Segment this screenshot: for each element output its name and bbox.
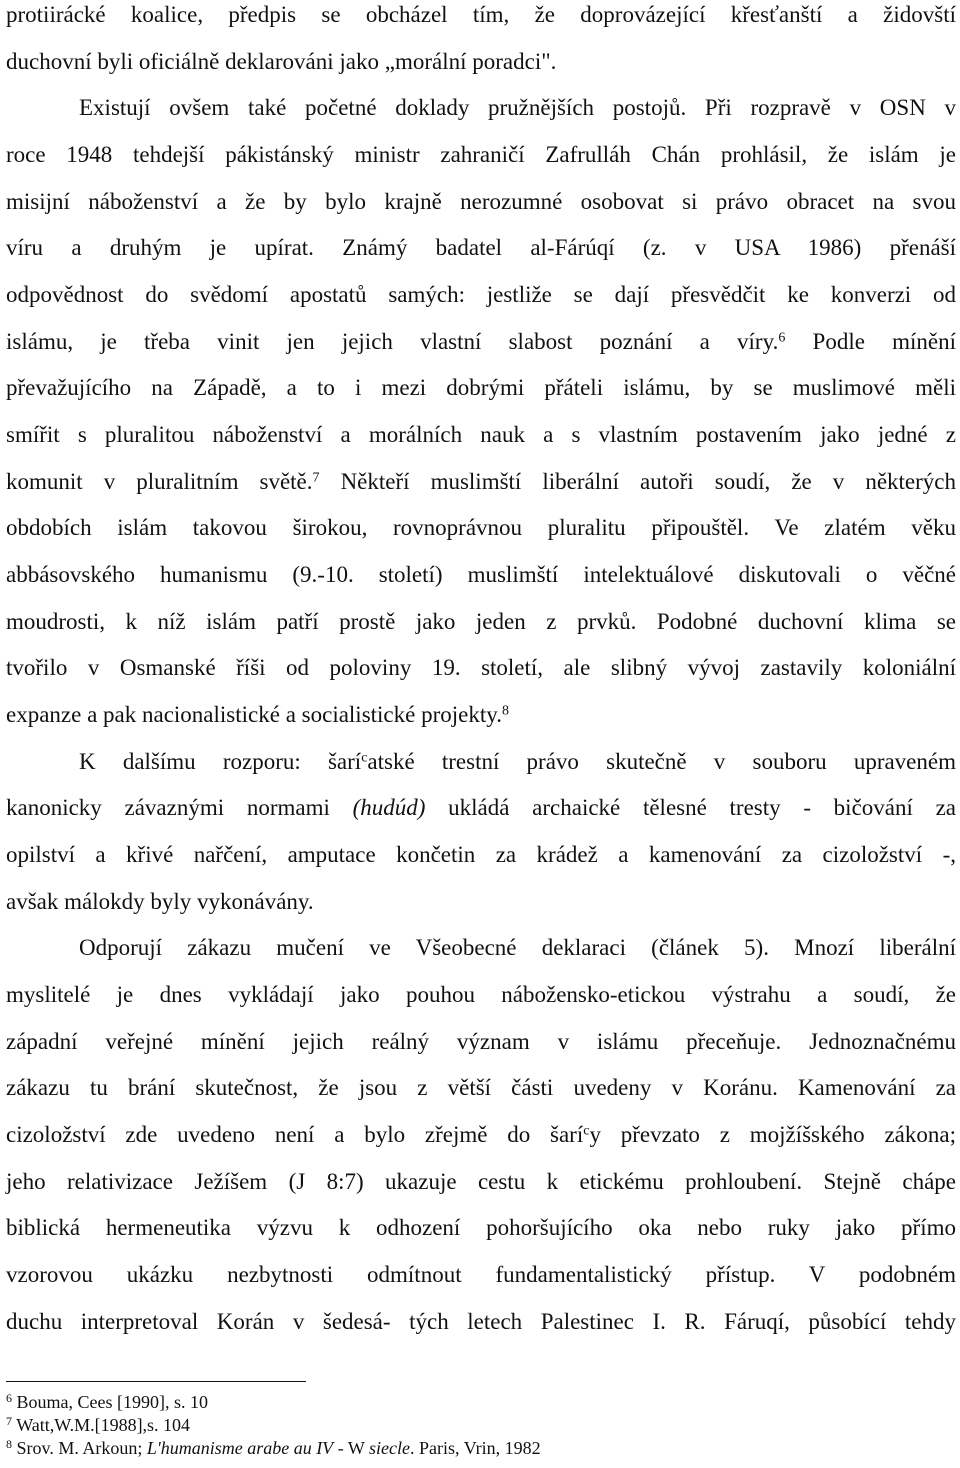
footnote-separator	[6, 1381, 306, 1382]
text-line-1: protiirácké koalice, předpis se obcházel tím, že doprovázející křesťanští a židovští	[6, 2, 956, 27]
text-line-5: misijní náboženství a že by bylo krajně nerozumné osobovat si právo obracet na svou	[6, 189, 956, 214]
superscript-c: c	[361, 750, 368, 766]
footnote-7: $^7$ Watt,W.M.[1988],s. 104	[6, 1414, 191, 1435]
text-line-25: cizoložství zde uvedeno není a bylo zřejmě do šarí$^c$y převzato z mojžíšského zákona;	[6, 1122, 956, 1147]
text-line-24: zákazu tu brání skutečnost, že jsou z větší části uvedeny v Koránu. Kamenování za	[6, 1075, 956, 1100]
text-line-19: opilství a křivé nařčení, amputace končetin za krádež a kamenování za cizoložství -,	[6, 842, 956, 867]
footnote-ref-6: 6	[778, 330, 786, 346]
text-line-26: jeho relativizace Ježíšem (J 8:7) ukazuje cestu k etickému prohloubení. Stejně chápe	[6, 1169, 956, 1194]
text-line-27: biblická hermeneutika výzvu k odhození pohoršujícího oka nebo ruky jako přímo	[6, 1215, 956, 1240]
text-line-20: avšak málokdy byly vykonávány.	[6, 889, 314, 914]
footnote-ref-7: 7	[312, 470, 320, 486]
text-line-3: Existují ovšem také početné doklady pružnějších postojů. Při rozpravě v OSN v	[79, 95, 956, 120]
footnote-8: $^8$ Srov. M. Arkoun; L'humanisme arabe au IV - W siecle. Paris, Vrin, 1982	[6, 1437, 541, 1458]
italic-term: (hudúd)	[352, 795, 426, 820]
text-line-9: převažujícího na Západě, a to i mezi dobrými přáteli islámu, by se muslimové měli	[6, 375, 956, 400]
text-line-2: duchovní byli oficiálně deklarováni jako „morální poradci".	[6, 49, 557, 74]
superscript-c: c	[583, 1123, 590, 1139]
text-line-11: komunit v pluralitním světě.$^7$ Někteří muslimští liberální autoři soudí, že v některých	[6, 469, 957, 494]
text-line-21: Odporují zákazu mučení ve Všeobecné deklaraci (článek 5). Mnozí liberální	[79, 935, 956, 960]
text-line-6: víru a druhým je upírat. Známý badatel al-Fárúqí (z. v USA 1986) přenáší	[6, 235, 956, 260]
text-line-29: duchu interpretoval Korán v šedesá- tých letech Palestinec I. R. Fáruqí, působící tehdy	[6, 1309, 956, 1334]
text-line-14: moudrosti, k níž islám patří prostě jako jeden z prvků. Podobné duchovní klima se	[6, 609, 956, 634]
footnote-6: $^6$ Bouma, Cees [1990], s. 10	[6, 1391, 208, 1412]
text-line-13: abbásovského humanismu (9.-10. století) muslimští intelektuálové diskutovali o věčné	[6, 562, 956, 587]
text-line-12: obdobích islám takovou širokou, rovnoprávnou pluralitu připouštěl. Ve zlatém věku	[6, 515, 956, 540]
text-line-10: smířit s pluralitou náboženství a morálních nauk a s vlastním postavením jako jedné z	[6, 422, 956, 447]
text-line-16: expanze a pak nacionalistické a socialistické projekty.$^8$	[6, 702, 509, 727]
text-line-18: kanonicky závaznými normami (hudúd) ukládá archaické tělesné tresty - bičování za	[6, 795, 957, 820]
footnote-ref-8: 8	[502, 703, 509, 719]
text-line-23: západní veřejné mínění jejich reálný význam v islámu přeceňuje. Jednoznačnému	[6, 1029, 956, 1054]
text-line-28: vzorovou ukázku nezbytnosti odmítnout fundamentalistický přístup. V podobném	[6, 1262, 956, 1287]
text-line-15: tvořilo v Osmanské říši od poloviny 19. století, ale slibný vývoj zastavily koloniální	[6, 655, 956, 680]
text-line-7: odpovědnost do svědomí apostatů samých: jestliže se dají přesvědčit ke konverzi od	[6, 282, 956, 307]
text-line-17: K dalšímu rozporu: šarí$^c$atské trestní právo skutečně v souboru upraveném	[79, 749, 956, 774]
text-line-4: roce 1948 tehdejší pákistánský ministr zahraničí Zafrulláh Chán prohlásil, že islám je	[6, 142, 956, 167]
text-line-22: myslitelé je dnes vykládají jako pouhou nábožensko-etickou výstrahu a soudí, že	[6, 982, 956, 1007]
text-line-8: islámu, je třeba vinit jen jejich vlastní slabost poznání a víry.$^6$ Podle mínění	[6, 329, 956, 354]
